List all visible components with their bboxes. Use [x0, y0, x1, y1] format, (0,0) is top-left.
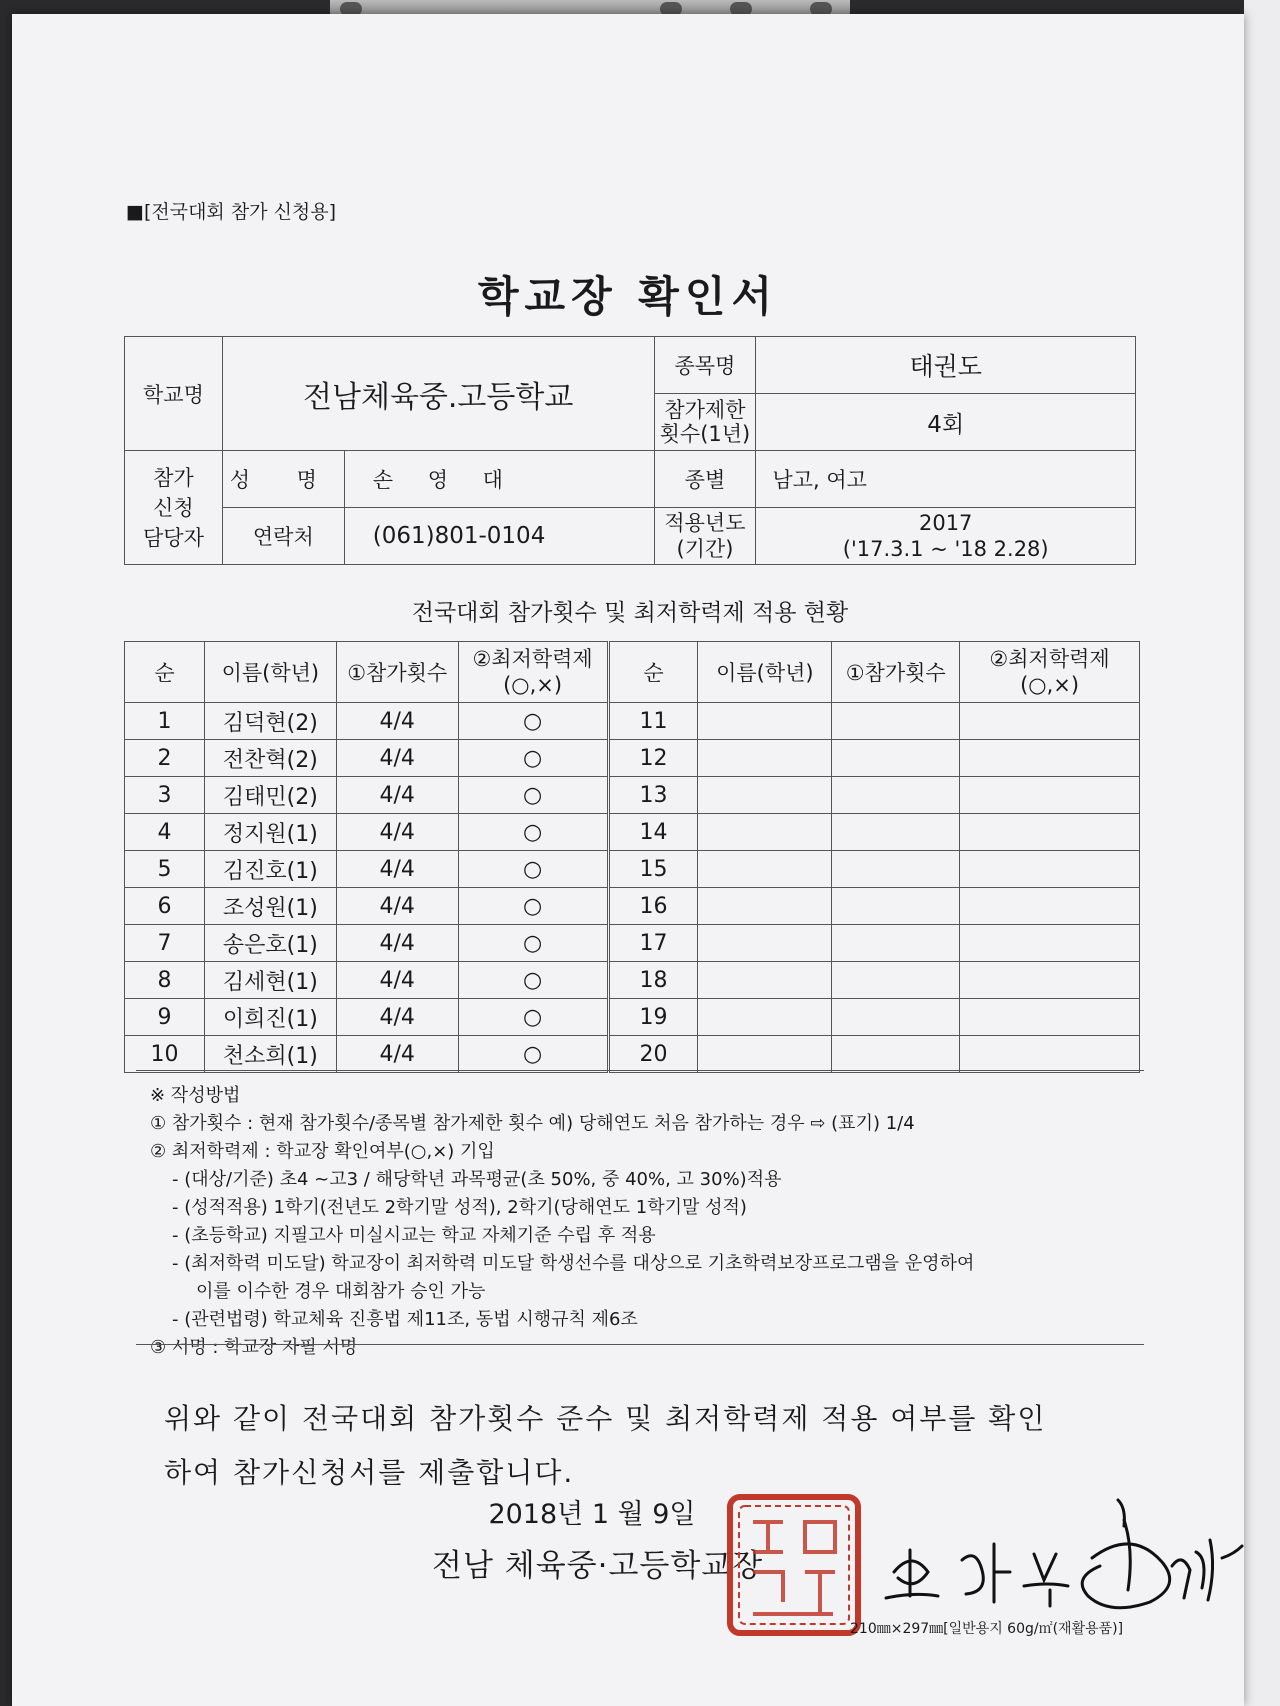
category-value: 남고, 여고 [756, 451, 1136, 508]
divider-top [136, 1070, 1144, 1071]
divider-middle [136, 1344, 1144, 1345]
participant-count-right [832, 851, 960, 888]
table-row [125, 999, 1140, 1036]
header-min-right [960, 642, 1140, 703]
participant-name-right [698, 814, 832, 851]
header-count: ①참가횟수 [336, 642, 458, 703]
participant-min-right [960, 888, 1140, 925]
participant-name-right [698, 1036, 832, 1073]
header-num-right: 순 [608, 642, 698, 703]
year-label [654, 508, 756, 565]
contact-section-line2: 신청 [153, 495, 194, 520]
participant-min: ○ [458, 999, 608, 1036]
limit-label-line2: 횟수(1년) [659, 422, 751, 446]
participant-count: 4/4 [336, 888, 458, 925]
table-row [125, 703, 1140, 740]
participant-num: 2 [125, 740, 205, 777]
header-name: 이름(학년) [204, 642, 336, 703]
header-min-line2: (○,×) [503, 673, 563, 697]
participant-min: ○ [458, 962, 608, 999]
participant-count-right [832, 925, 960, 962]
participant-min-right [960, 851, 1140, 888]
notes-heading: ※ 작성방법 [150, 1085, 241, 1106]
participant-num-right: 19 [608, 999, 698, 1036]
participant-name: 이희진(1) [204, 999, 336, 1036]
table-row [125, 925, 1140, 962]
note-1: ① 참가횟수 : 현재 참가횟수/종목별 참가제한 횟수 예) 당해연도 처음 참가하는 경우 ⇨ (표기) 1/4 [150, 1113, 915, 1134]
participant-num-right: 12 [608, 740, 698, 777]
year-label-line1: 적용년도 [664, 511, 746, 535]
participant-name-right [698, 999, 832, 1036]
table-row [125, 1036, 1140, 1073]
participant-min-right [960, 703, 1140, 740]
participant-min: ○ [458, 777, 608, 814]
year-period: ('17.3.1 ~ '18 2.28) [842, 537, 1049, 561]
event-label: 종목명 [654, 337, 756, 394]
participant-num-right: 14 [608, 814, 698, 851]
participant-min-right [960, 740, 1140, 777]
participant-num-right: 18 [608, 962, 698, 999]
participant-name: 천소희(1) [204, 1036, 336, 1073]
note-2b: - (성적적용) 1학기(전년도 2학기말 성적), 2학기(당해연도 1학기말 성적) [172, 1197, 747, 1218]
participant-count: 4/4 [336, 851, 458, 888]
participant-name: 전찬혁(2) [204, 740, 336, 777]
participant-num: 8 [125, 962, 205, 999]
participant-count: 4/4 [336, 703, 458, 740]
school-info-table [124, 336, 1136, 565]
phone-value: (061)801-0104 [344, 508, 654, 565]
limit-label [654, 394, 756, 451]
participant-name: 김세현(1) [204, 962, 336, 999]
participant-min: ○ [458, 1036, 608, 1073]
participant-min: ○ [458, 703, 608, 740]
name-label: 성 명 [222, 451, 344, 508]
participant-num: 9 [125, 999, 205, 1036]
table-row [125, 962, 1140, 999]
participant-count: 4/4 [336, 814, 458, 851]
participant-min-right [960, 999, 1140, 1036]
category-label: 종별 [654, 451, 756, 508]
participant-count: 4/4 [336, 1036, 458, 1073]
document-page [12, 14, 1244, 1706]
participant-count-right [832, 703, 960, 740]
note-2c: - (초등학교) 지필고사 미실시교는 학교 자체기준 수립 후 적용 [172, 1225, 656, 1246]
name-value: 손 영 대 [344, 451, 654, 508]
school-name: 전남체육중.고등학교 [222, 337, 654, 451]
contact-section-label [125, 451, 223, 565]
header-count-right: ①참가횟수 [832, 642, 960, 703]
header-num: 순 [125, 642, 205, 703]
participant-min: ○ [458, 925, 608, 962]
limit-value: 4회 [756, 394, 1136, 451]
participant-count-right [832, 814, 960, 851]
participant-name: 김태민(2) [204, 777, 336, 814]
principal-signature [874, 1480, 1254, 1630]
declaration-line2: 하여 참가신청서를 제출합니다. [164, 1456, 575, 1489]
participant-count-right [832, 777, 960, 814]
declaration-line1: 위와 같이 전국대회 참가횟수 준수 및 최저학력제 적용 여부를 확인 [164, 1402, 1047, 1435]
header-min-line1: ②최저학력제 [472, 647, 593, 671]
participant-name: 정지원(1) [204, 814, 336, 851]
contact-section-line1: 참가 [153, 465, 194, 490]
participant-min-right [960, 1036, 1140, 1073]
participant-name: 송은호(1) [204, 925, 336, 962]
writing-instructions [150, 1082, 1150, 1362]
participant-name-right [698, 925, 832, 962]
participant-count: 4/4 [336, 925, 458, 962]
signer-title: 전남 체육중·고등학교장 [432, 1548, 764, 1584]
participant-name-right [698, 740, 832, 777]
background-edge [1244, 0, 1280, 1706]
participant-min: ○ [458, 814, 608, 851]
participants-header-row [125, 642, 1140, 703]
document-date: 2018년 1 월 9일 [488, 1499, 696, 1530]
event-value: 태권도 [756, 337, 1136, 394]
header-min-right-line1: ②최저학력제 [989, 647, 1110, 671]
participant-num: 5 [125, 851, 205, 888]
participant-num: 10 [125, 1036, 205, 1073]
year-value-cell [756, 508, 1136, 565]
participant-name: 김진호(1) [204, 851, 336, 888]
document-title: 학교장 확인서 [477, 272, 779, 321]
school-label: 학교명 [125, 337, 223, 451]
table-row [125, 851, 1140, 888]
note-2: ② 최저학력제 : 학교장 확인여부(○,×) 기입 [150, 1141, 495, 1162]
participant-name: 김덕현(2) [204, 703, 336, 740]
participant-name-right [698, 703, 832, 740]
section-title: 전국대회 참가횟수 및 최저학력제 적용 현황 [411, 600, 849, 626]
participant-count: 4/4 [336, 777, 458, 814]
participant-num-right: 16 [608, 888, 698, 925]
participant-min-right [960, 962, 1140, 999]
participant-name-right [698, 888, 832, 925]
header-min [458, 642, 608, 703]
year-value: 2017 [918, 511, 973, 535]
participant-min-right [960, 777, 1140, 814]
limit-label-line1: 참가제한 [664, 398, 746, 422]
participant-name-right [698, 777, 832, 814]
table-row [125, 740, 1140, 777]
header-name-right: 이름(학년) [698, 642, 832, 703]
participant-count: 4/4 [336, 999, 458, 1036]
paper-spec: 210㎜×297㎜[일반용지 60g/㎡(재활용품)] [850, 1621, 1124, 1637]
participant-min: ○ [458, 888, 608, 925]
participant-name-right [698, 962, 832, 999]
participant-count-right [832, 888, 960, 925]
participant-min: ○ [458, 740, 608, 777]
form-tag: ■[전국대회 참가 신청용] [126, 201, 337, 223]
participants-table [124, 641, 1140, 1073]
participant-name: 조성원(1) [204, 888, 336, 925]
year-label-line2: (기간) [676, 537, 734, 561]
participant-num-right: 13 [608, 777, 698, 814]
participant-num-right: 17 [608, 925, 698, 962]
note-2e: - (관련법령) 학교체육 진흥법 제11조, 동법 시행규칙 제6조 [172, 1309, 638, 1330]
note-2d-cont: 이를 이수한 경우 대회참가 승인 가능 [196, 1281, 486, 1302]
note-2a: - (대상/기준) 초4 ~고3 / 해당학년 과목평균(초 50%, 중 40%, 고 30%)적용 [172, 1169, 782, 1190]
participant-count-right [832, 962, 960, 999]
participant-count-right [832, 1036, 960, 1073]
table-row [125, 777, 1140, 814]
contact-section-line3: 담당자 [143, 525, 204, 550]
participant-count: 4/4 [336, 962, 458, 999]
participant-num-right: 20 [608, 1036, 698, 1073]
table-row [125, 814, 1140, 851]
note-3: ③ 서명 : 학교장 자필 서명 [150, 1337, 358, 1358]
participant-num: 6 [125, 888, 205, 925]
table-row [125, 888, 1140, 925]
participant-num: 3 [125, 777, 205, 814]
participant-min: ○ [458, 851, 608, 888]
participant-count-right [832, 740, 960, 777]
participant-num-right: 15 [608, 851, 698, 888]
participant-count: 4/4 [336, 740, 458, 777]
school-seal [725, 1492, 863, 1638]
participant-num: 1 [125, 703, 205, 740]
participant-min-right [960, 925, 1140, 962]
participant-count-right [832, 999, 960, 1036]
participant-num: 7 [125, 925, 205, 962]
participant-num: 4 [125, 814, 205, 851]
participant-name-right [698, 851, 832, 888]
participant-min-right [960, 814, 1140, 851]
phone-label: 연락처 [222, 508, 344, 565]
header-min-right-line2: (○,×) [1020, 673, 1080, 697]
participant-num-right: 11 [608, 703, 698, 740]
note-2d: - (최저학력 미도달) 학교장이 최저학력 미도달 학생선수를 대상으로 기초학력보장프로그램을 운영하여 [172, 1253, 975, 1274]
